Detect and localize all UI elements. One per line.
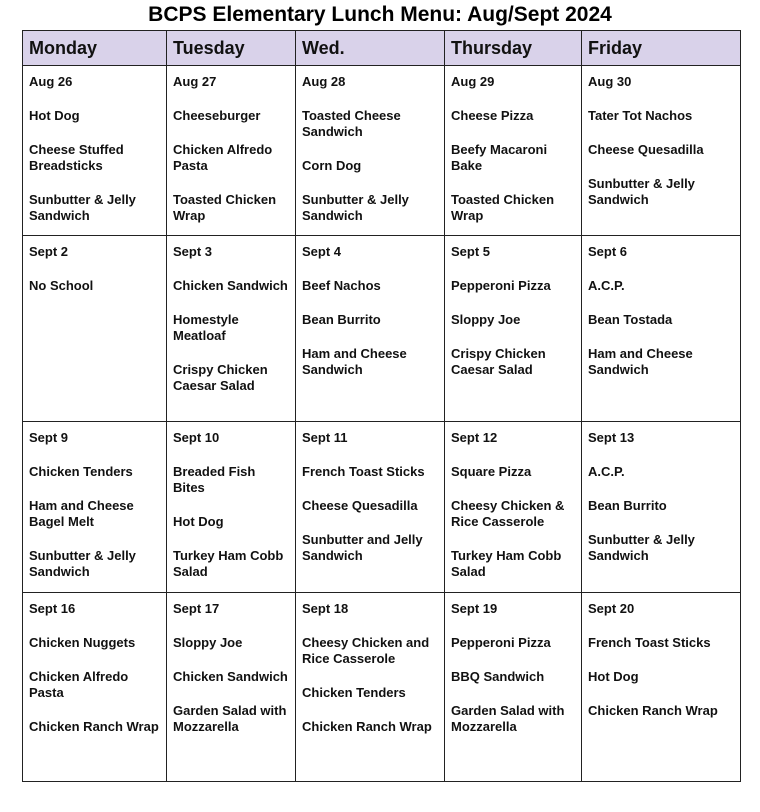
menu-cell-monday xyxy=(23,422,167,593)
menu-item: Cheesy Chicken and Rice Casserole xyxy=(302,635,430,666)
menu-item: Chicken Tenders xyxy=(302,685,406,700)
menu-item: Garden Salad with Mozzarella xyxy=(173,703,287,734)
day-header-monday: Monday xyxy=(23,31,167,66)
day-header-wednesday: Wed. xyxy=(296,31,445,66)
menu-date: Sept 10 xyxy=(173,430,220,445)
menu-date: Sept 2 xyxy=(29,244,69,259)
menu-item: Turkey Ham Cobb Salad xyxy=(173,548,284,579)
menu-item: Garden Salad with Mozzarella xyxy=(451,703,565,734)
menu-item: Sloppy Joe xyxy=(451,312,521,327)
menu-item: Chicken Nuggets xyxy=(29,635,136,650)
week-row xyxy=(23,593,741,782)
menu-item: French Toast Sticks xyxy=(588,635,711,650)
day-header-thursday: Thursday xyxy=(445,31,582,66)
menu-item: Hot Dog xyxy=(173,514,224,529)
menu-date: Sept 18 xyxy=(302,601,349,616)
menu-date: Sept 13 xyxy=(588,430,635,445)
menu-item: Chicken Sandwich xyxy=(173,278,288,293)
menu-cell-monday xyxy=(23,236,167,422)
menu-item: Sloppy Joe xyxy=(173,635,243,650)
menu-item: Turkey Ham Cobb Salad xyxy=(451,548,562,579)
menu-item: No School xyxy=(29,278,94,293)
menu-date: Sept 4 xyxy=(302,244,342,259)
menu-item: Crispy Chicken Caesar Salad xyxy=(451,346,546,377)
menu-item: Sunbutter & Jelly Sandwich xyxy=(29,548,136,579)
menu-item: French Toast Sticks xyxy=(302,464,425,479)
week-row xyxy=(23,236,741,422)
menu-cell-wednesday xyxy=(296,236,445,422)
menu-cell-tuesday xyxy=(167,66,296,236)
day-header-friday: Friday xyxy=(582,31,741,66)
menu-item: Square Pizza xyxy=(451,464,532,479)
menu-item: Chicken Alfredo Pasta xyxy=(29,669,129,700)
menu-cell-monday xyxy=(23,593,167,782)
menu-cell-wednesday xyxy=(296,593,445,782)
menu-date: Sept 12 xyxy=(451,430,498,445)
menu-item: Breaded Fish Bites xyxy=(173,464,256,495)
menu-cell-friday xyxy=(582,236,741,422)
menu-date: Sept 3 xyxy=(173,244,213,259)
menu-date: Sept 17 xyxy=(173,601,220,616)
menu-cell-wednesday xyxy=(296,422,445,593)
menu-item: Hot Dog xyxy=(588,669,639,684)
menu-cell-tuesday xyxy=(167,593,296,782)
menu-cell-tuesday xyxy=(167,422,296,593)
lunch-menu-table xyxy=(22,30,741,782)
menu-item: Chicken Ranch Wrap xyxy=(29,719,159,734)
menu-item: Toasted Chicken Wrap xyxy=(451,192,555,223)
menu-date: Sept 16 xyxy=(29,601,76,616)
menu-item: Bean Burrito xyxy=(302,312,381,327)
menu-item: Cheeseburger xyxy=(173,108,261,123)
menu-item: BBQ Sandwich xyxy=(451,669,545,684)
menu-item: A.C.P. xyxy=(588,278,625,293)
menu-item: Sunbutter and Jelly Sandwich xyxy=(302,532,423,563)
menu-date: Sept 5 xyxy=(451,244,491,259)
menu-cell-friday xyxy=(582,422,741,593)
menu-date: Aug 28 xyxy=(302,74,346,89)
menu-item: Cheese Stuffed Breadsticks xyxy=(29,142,124,173)
menu-item: Bean Burrito xyxy=(588,498,667,513)
menu-cell-monday xyxy=(23,66,167,236)
page-title: BCPS Elementary Lunch Menu: Aug/Sept 2024 xyxy=(148,3,612,26)
menu-cell-thursday xyxy=(445,66,582,236)
week-row xyxy=(23,422,741,593)
menu-date: Sept 11 xyxy=(302,430,348,445)
menu-item: Homestyle Meatloaf xyxy=(173,312,239,343)
menu-item: Cheese Pizza xyxy=(451,108,534,123)
menu-date: Aug 30 xyxy=(588,74,632,89)
menu-item: Corn Dog xyxy=(302,158,362,173)
menu-cell-thursday xyxy=(445,236,582,422)
menu-date: Sept 19 xyxy=(451,601,498,616)
week-row xyxy=(23,66,741,236)
menu-date: Sept 20 xyxy=(588,601,635,616)
menu-item: Sunbutter & Jelly Sandwich xyxy=(302,192,409,223)
menu-item: Chicken Tenders xyxy=(29,464,133,479)
menu-date: Sept 6 xyxy=(588,244,628,259)
menu-item: Hot Dog xyxy=(29,108,80,123)
menu-item: Beef Nachos xyxy=(302,278,381,293)
menu-item: Chicken Ranch Wrap xyxy=(302,719,432,734)
menu-item: Ham and Cheese Bagel Melt xyxy=(29,498,134,529)
menu-item: A.C.P. xyxy=(588,464,625,479)
menu-item: Cheesy Chicken & Rice Casserole xyxy=(451,498,565,529)
menu-cell-friday xyxy=(582,593,741,782)
day-header-tuesday: Tuesday xyxy=(167,31,296,66)
menu-item: Cheese Quesadilla xyxy=(588,142,704,157)
header-row xyxy=(23,31,741,66)
menu-item: Bean Tostada xyxy=(588,312,673,327)
menu-date: Aug 29 xyxy=(451,74,495,89)
menu-cell-thursday xyxy=(445,593,582,782)
menu-item: Pepperoni Pizza xyxy=(451,635,551,650)
menu-cell-thursday xyxy=(445,422,582,593)
menu-date: Aug 26 xyxy=(29,74,73,89)
menu-item: Tater Tot Nachos xyxy=(588,108,693,123)
menu-item: Ham and Cheese Sandwich xyxy=(588,346,693,377)
menu-item: Sunbutter & Jelly Sandwich xyxy=(588,176,695,207)
menu-item: Sunbutter & Jelly Sandwich xyxy=(29,192,136,223)
menu-item: Sunbutter & Jelly Sandwich xyxy=(588,532,695,563)
menu-cell-friday xyxy=(582,66,741,236)
menu-cell-tuesday xyxy=(167,236,296,422)
menu-date: Sept 9 xyxy=(29,430,69,445)
menu-item: Crispy Chicken Caesar Salad xyxy=(173,362,268,393)
menu-item: Toasted Chicken Wrap xyxy=(173,192,277,223)
menu-date: Aug 27 xyxy=(173,74,217,89)
menu-item: Beefy Macaroni Bake xyxy=(451,142,548,173)
menu-item: Chicken Alfredo Pasta xyxy=(173,142,273,173)
menu-item: Toasted Cheese Sandwich xyxy=(302,108,401,139)
menu-cell-wednesday xyxy=(296,66,445,236)
menu-item: Ham and Cheese Sandwich xyxy=(302,346,407,377)
menu-item: Pepperoni Pizza xyxy=(451,278,551,293)
menu-item: Chicken Ranch Wrap xyxy=(588,703,718,718)
menu-item: Chicken Sandwich xyxy=(173,669,288,684)
menu-item: Cheese Quesadilla xyxy=(302,498,418,513)
